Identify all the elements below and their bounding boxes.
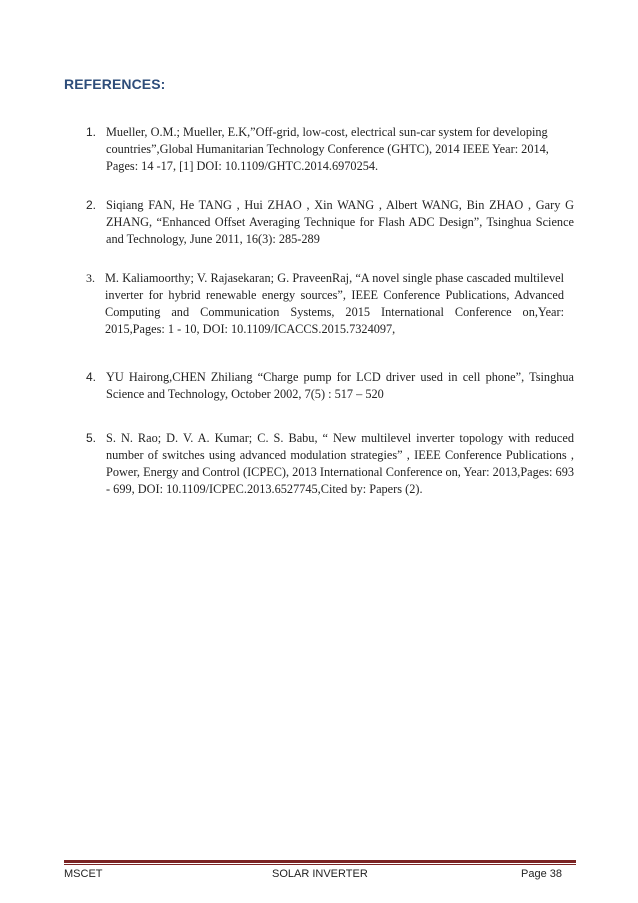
reference-number: 5.: [86, 431, 97, 445]
reference-text: Siqiang FAN, He TANG , Hui ZHAO , Xin WANG , Albert WANG, Bin ZHAO , Gary G ZHANG, “Enhanced Offset Averaging Technique for Flash ADC Design”, Tsinghua Science and Technology, June 2011, 16(3): 285-289: [106, 198, 574, 246]
reference-item: [86, 124, 574, 175]
footer-rule-thin: [64, 864, 576, 865]
reference-number: 3.: [86, 271, 95, 285]
reference-number: 2.: [86, 198, 97, 212]
reference-number: 1.: [86, 125, 97, 139]
reference-item: [86, 197, 574, 248]
page-heading: REFERENCES:: [64, 76, 166, 92]
reference-item: [86, 270, 564, 338]
reference-text: Mueller, O.M.; Mueller, E.K,”Off-grid, low-cost, electrical sun-car system for developing countries”,Global Humanitarian Technology Conference (GHTC), 2014 IEEE Year: 2014, Pages: 14 -17, [1] DOI: 10.1109/GHTC.2014.6970254.: [106, 125, 549, 173]
reference-item: [86, 369, 574, 403]
page-number: Page 38: [521, 868, 562, 880]
reference-text: S. N. Rao; D. V. A. Kumar; C. S. Babu, “ New multilevel inverter topology with reduced number of switches using advanced modulation strategies” , IEEE Conference Publications , Power, Energy and Control (ICPEC), 2013 International Conference on, Year: 2013,Pages: 693 - 699, DOI: 10.1109/ICPEC.2013.6527745,Cited by: Papers (2).: [106, 431, 574, 496]
reference-text: M. Kaliamoorthy; V. Rajasekaran; G. PraveenRaj, “A novel single phase cascaded multilevel inverter for hybrid renewable energy sources”, IEEE Conference Publications, Advanced Computing and Communication Systems, 2015 International Conference on,Year: 2015,Pages: 1 - 10, DOI: 10.1109/ICACCS.2015.7324097,: [105, 271, 564, 336]
footer-left-text: MSCET: [64, 868, 103, 880]
footer-title: SOLAR INVERTER: [272, 868, 368, 880]
reference-number: 4.: [86, 370, 97, 384]
reference-item: [86, 430, 574, 498]
footer-rule: [64, 860, 576, 863]
reference-text: YU Hairong,CHEN Zhiliang “Charge pump for LCD driver used in cell phone”, Tsinghua Science and Technology, October 2002, 7(5) : 517 – 520: [106, 370, 574, 401]
